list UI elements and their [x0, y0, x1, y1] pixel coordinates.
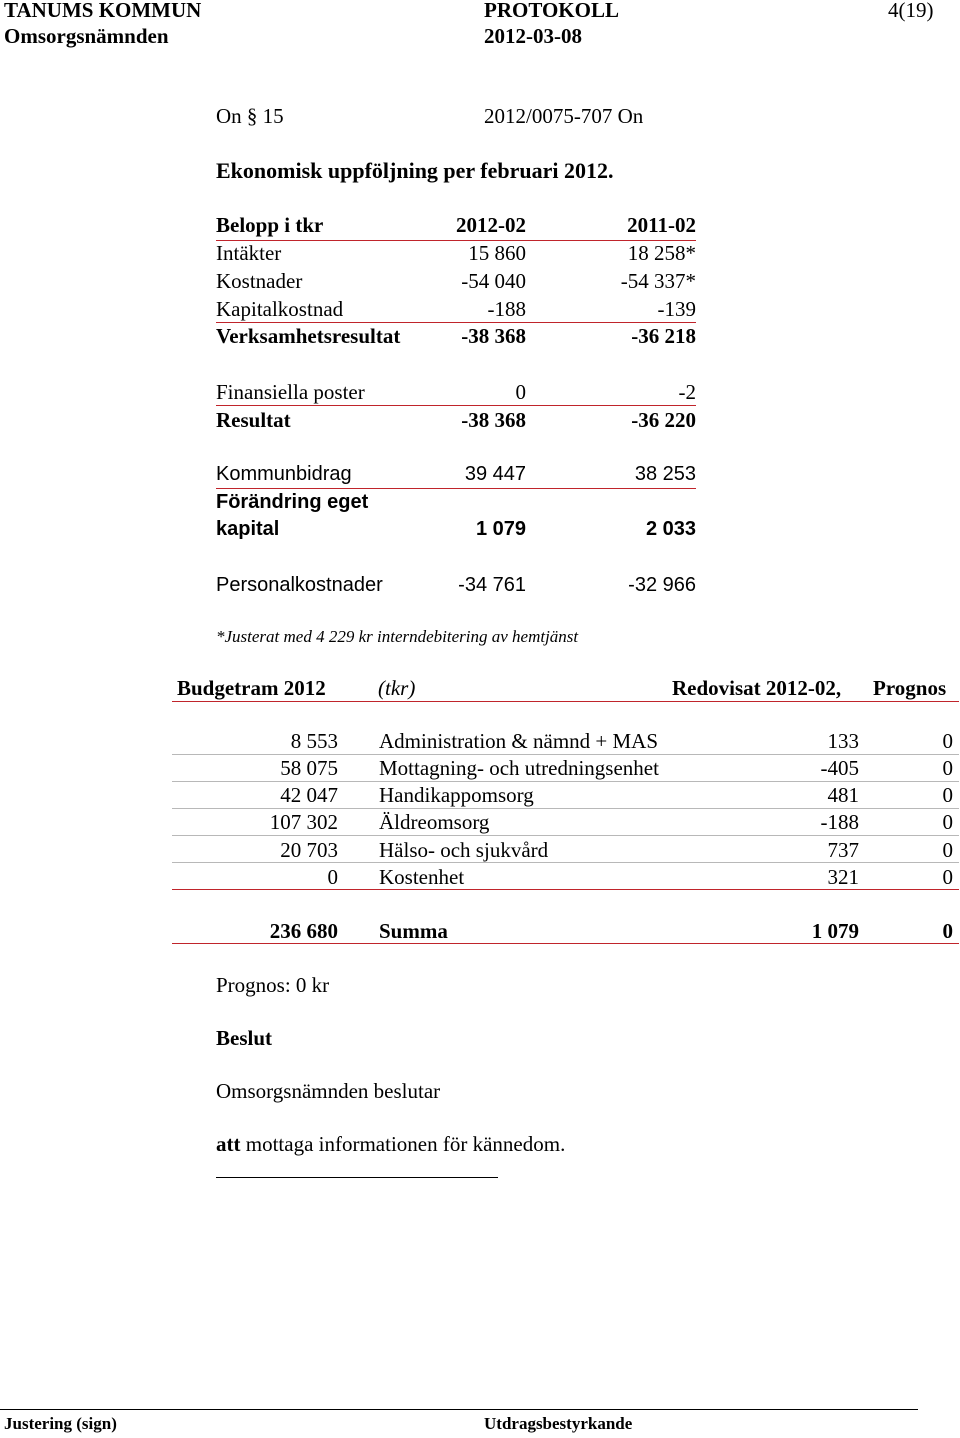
budget-row-name: Handikappomsorg [379, 783, 534, 807]
summary-row-a: 1 079 [475, 518, 526, 540]
decision-intro: Omsorgsnämnden beslutar [216, 1079, 441, 1103]
summary-row-b: -32 966 [628, 574, 696, 596]
budget-row-name: Kostenhet [379, 865, 465, 889]
summary-row-a: 0 [515, 380, 526, 404]
page-number: 4(19) [888, 0, 934, 22]
meeting-date: 2012-03-08 [484, 24, 582, 48]
summary-col-b: 2011-02 [627, 213, 696, 237]
footnote: *Justerat med 4 229 kr interndebitering av hemtjänst [216, 627, 579, 646]
summary-row-label: Förändring eget [216, 491, 369, 513]
divider [216, 405, 696, 406]
budget-row-name: Mottagning- och utredningsenhet [379, 756, 659, 780]
budget-row-reported: 321 [827, 865, 859, 889]
budget-row-amount: 107 302 [269, 810, 338, 834]
budget-col-budget: Budgetram 2012 [177, 676, 326, 700]
budget-row-forecast: 0 [942, 756, 953, 780]
committee-name: Omsorgsnämnden [4, 24, 169, 48]
decision-underline [216, 1177, 498, 1178]
paragraph-number: On § 15 [216, 104, 284, 128]
summary-row-a: -38 368 [461, 408, 526, 432]
divider [216, 322, 696, 323]
item-title: Ekonomisk uppföljning per februari 2012. [216, 158, 614, 183]
budget-row-reported: -188 [820, 810, 859, 834]
divider [216, 488, 696, 489]
budget-col-forecast: Prognos [873, 676, 947, 700]
divider [172, 889, 959, 890]
budget-col-reported: Redovisat 2012-02, [672, 676, 842, 700]
summary-row-b: 38 253 [634, 463, 696, 485]
decision-att: att [216, 1132, 241, 1156]
summary-row-label: Kostnader [216, 269, 303, 293]
budget-total-name: Summa [379, 919, 448, 943]
budget-row-forecast: 0 [942, 810, 953, 834]
summary-row-a: -38 368 [461, 324, 526, 348]
decision-line [216, 1132, 565, 1157]
budget-row-name: Administration & nämnd + MAS [379, 729, 659, 753]
summary-row-b: -36 220 [631, 408, 696, 432]
budget-row-forecast: 0 [942, 783, 953, 807]
budget-row-reported: 737 [827, 838, 859, 862]
budget-row-forecast: 0 [942, 838, 953, 862]
summary-row-b: -139 [657, 297, 696, 321]
summary-row-label: Personalkostnader [216, 574, 383, 596]
summary-row-a: -34 761 [458, 574, 526, 596]
budget-row-amount: 0 [327, 865, 338, 889]
footer-divider [0, 1409, 918, 1410]
case-number: 2012/0075-707 On [484, 104, 644, 128]
summary-row-a: 15 860 [468, 241, 526, 265]
divider [172, 781, 959, 782]
budget-total-amount: 236 680 [269, 919, 338, 943]
budget-row-amount: 20 703 [280, 838, 338, 862]
summary-row-label: kapital [216, 518, 280, 540]
summary-row-a: 39 447 [464, 463, 526, 485]
summary-row-b: -2 [678, 380, 696, 404]
summary-row-label: Kommunbidrag [216, 463, 352, 485]
summary-col-a: 2012-02 [456, 213, 526, 237]
forecast-text: Prognos: 0 kr [216, 973, 330, 997]
budget-row-reported: -405 [820, 756, 859, 780]
summary-col-label: Belopp i tkr [216, 213, 324, 237]
budget-row-amount: 42 047 [280, 783, 338, 807]
summary-row-label: Verksamhetsresultat [216, 324, 401, 348]
summary-row-b: -54 337* [620, 269, 696, 293]
divider [172, 835, 959, 836]
budget-col-unit: (tkr) [378, 676, 416, 700]
summary-row-label: Kapitalkostnad [216, 297, 344, 321]
divider [172, 754, 959, 755]
budget-row-name: Hälso- och sjukvård [379, 838, 549, 862]
summary-row-label: Resultat [216, 408, 291, 432]
budget-row-forecast: 0 [942, 865, 953, 889]
budget-total-forecast: 0 [942, 919, 953, 943]
org-name: TANUMS KOMMUN [4, 0, 202, 22]
summary-row-label: Finansiella poster [216, 380, 365, 404]
budget-row-name: Äldreomsorg [379, 810, 490, 834]
certify-extract: Utdragsbestyrkande [484, 1414, 633, 1433]
divider [172, 701, 959, 702]
decision-heading: Beslut [216, 1026, 273, 1050]
divider [172, 943, 959, 944]
budget-row-reported: 481 [827, 783, 859, 807]
summary-row-b: 2 033 [645, 518, 696, 540]
summary-row-a: -54 040 [461, 269, 526, 293]
budget-row-amount: 8 553 [290, 729, 338, 753]
budget-row-forecast: 0 [942, 729, 953, 753]
divider [172, 862, 959, 863]
divider [172, 808, 959, 809]
summary-row-b: -36 218 [631, 324, 696, 348]
adjust-signature: Justering (sign) [4, 1414, 117, 1433]
summary-row-b: 18 258* [627, 241, 696, 265]
document-type: PROTOKOLL [484, 0, 619, 22]
summary-row-label: Intäkter [216, 241, 282, 265]
budget-row-amount: 58 075 [280, 756, 338, 780]
budget-row-reported: 133 [827, 729, 859, 753]
summary-row-a: -188 [487, 297, 526, 321]
budget-total-reported: 1 079 [811, 919, 859, 943]
decision-text: mottaga informationen för kännedom. [240, 1132, 566, 1156]
